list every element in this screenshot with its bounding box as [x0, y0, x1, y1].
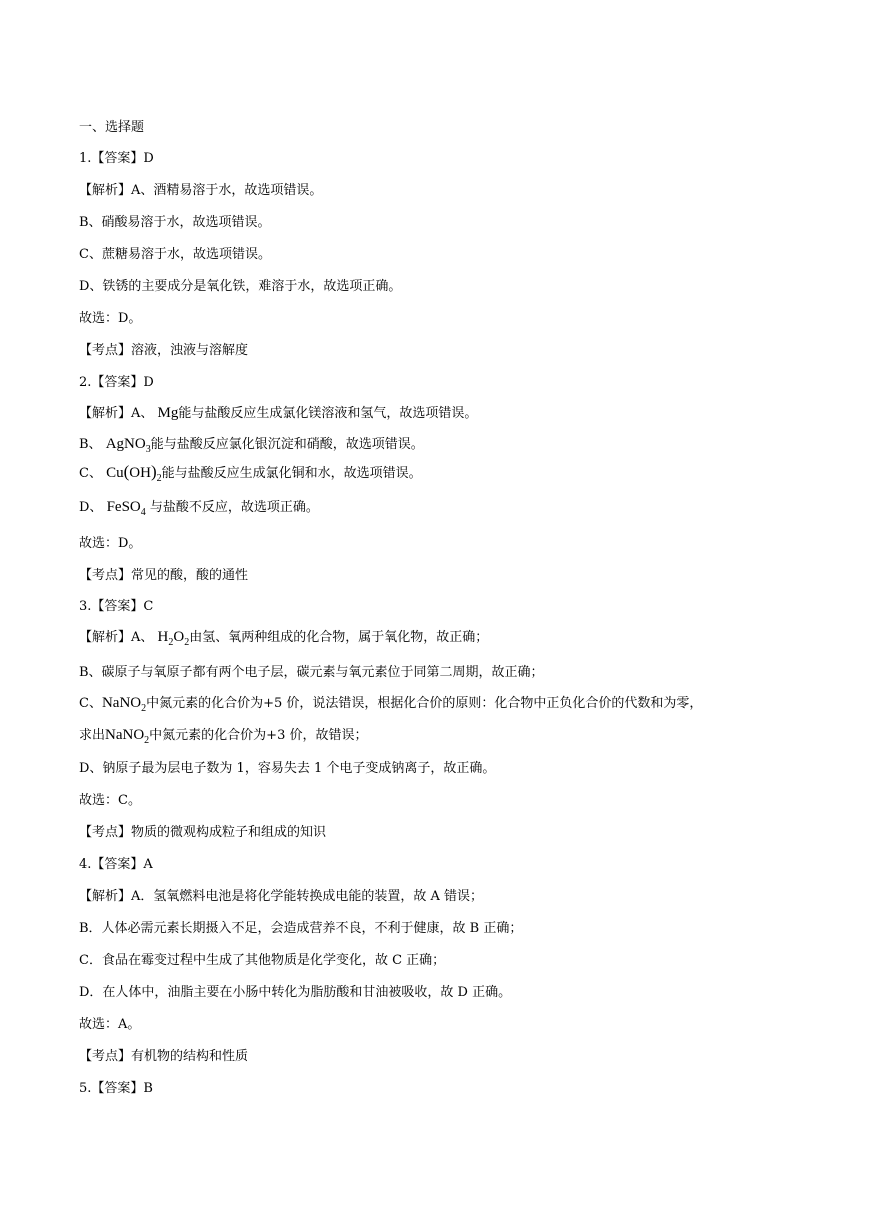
q4-option-b: B．人体必需元素长期摄入不足，会造成营养不良，不利于健康，故 B 正确；: [79, 921, 523, 936]
formula-mg: Mg: [157, 405, 179, 421]
q2-option-b: [79, 435, 424, 454]
formula-main: H: [157, 629, 169, 645]
option-prefix: C、: [79, 466, 102, 481]
q1-option-d: D、铁锈的主要成分是氧化铁，难溶于水，故选项正确。: [79, 279, 402, 294]
q1-option-b: B、硝酸易溶于水，故选项错误。: [79, 215, 271, 230]
analysis-label: 【解析】: [79, 183, 132, 198]
q5-answer: 5.【答案】B: [79, 1081, 153, 1096]
option-prefix: A、: [131, 406, 154, 421]
q3-option-a: [79, 628, 488, 647]
formula-subscript: 2: [168, 637, 174, 648]
q2-option-d: [79, 498, 319, 517]
q3-point: [79, 824, 326, 842]
analysis-label: 【解析】: [79, 406, 132, 421]
point-label: 【考点】: [79, 825, 132, 840]
q2-option-a: [79, 404, 477, 423]
q3-option-b: B、碳原子与氧原子都有两个电子层，碳元素与氧元素位于同第二周期，故正确；: [79, 665, 544, 680]
q1-answer: 1.【答案】D: [79, 151, 154, 166]
q1-point: [79, 342, 248, 360]
q3-choice: 故选：C。: [79, 793, 141, 808]
paren-open: (: [123, 462, 130, 481]
formula-main: AgNO: [105, 436, 146, 452]
q4-option-d: D．在人体中，油脂主要在小肠中转化为脂肪酸和甘油被吸收，故 D 正确。: [79, 985, 512, 1000]
q2-option-b-text: 能与盐酸反应氯化银沉淀和硝酸，故选项错误。: [150, 437, 424, 452]
q3-option-c-cont-text: 中氮元素的化合价为+3 价，故错误；: [149, 728, 368, 743]
option-prefix: B、: [79, 437, 102, 452]
analysis-label: 【解析】: [79, 630, 132, 645]
q3-option-d: D、钠原子最为层电子数为 1，容易失去 1 个电子变成钠离子，故正确。: [79, 761, 496, 776]
q1-option-a-text: A、酒精易溶于水，故选项错误。: [131, 183, 323, 198]
q1-point-text: 溶液，浊液与溶解度: [131, 343, 249, 358]
formula-main: FeSO: [106, 499, 141, 515]
formula-main: OH: [129, 465, 151, 481]
q2-answer: 2.【答案】D: [79, 375, 154, 390]
formula-subscript: 2: [141, 703, 147, 714]
q4-point-text: 有机物的结构和性质: [131, 1049, 249, 1064]
q4-option-a-text: A．氢氧燃料电池是将化学能转换成电能的装置，故 A 错误；: [131, 889, 484, 904]
formula-subscript: 2: [184, 637, 190, 648]
q2-choice: 故选：D。: [79, 536, 142, 551]
q1-analysis-a: [79, 182, 322, 200]
formula-subscript: 2: [144, 735, 150, 746]
formula-subscript: 4: [140, 507, 146, 518]
formula-agno3: [105, 436, 151, 455]
point-label: 【考点】: [79, 343, 132, 358]
q2-option-c-text: 能与盐酸反应生成氯化铜和水，故选项错误。: [161, 466, 422, 481]
q3-point-text: 物质的微观构成粒子和组成的知识: [131, 825, 327, 840]
q3-option-c: [79, 694, 702, 713]
q2-option-d-text: 与盐酸不反应，故选项正确。: [149, 500, 319, 515]
formula-subscript: 3: [145, 444, 151, 455]
q4-choice: 故选：A。: [79, 1017, 141, 1032]
q3-option-c-cont: [79, 726, 367, 745]
paren-close: ): [150, 462, 157, 481]
q3-option-c-text: 中氮元素的化合价为+5 价，说法错误，根据化合价的原则：化合物中正负化合价的代数和为零，: [146, 696, 703, 711]
q2-option-c: [79, 464, 422, 483]
formula-main: NaNO: [101, 695, 142, 711]
option-prefix: D、: [79, 500, 103, 515]
q4-answer: 4.【答案】A: [79, 857, 153, 872]
section-title: 一、选择题: [79, 120, 145, 135]
option-prefix: A、: [131, 630, 154, 645]
point-label: 【考点】: [79, 1049, 132, 1064]
formula-main: NaNO: [105, 727, 145, 743]
analysis-label: 【解析】: [79, 889, 132, 904]
formula-cu-oh-2: [106, 462, 162, 484]
formula-main: O: [173, 629, 185, 645]
option-prefix: C、: [79, 696, 102, 711]
q2-option-a-text: 能与盐酸反应生成氯化镁溶液和氢气，故选项错误。: [178, 406, 478, 421]
q1-option-c: C、蔗糖易溶于水，故选项错误。: [79, 247, 271, 262]
q4-option-a: [79, 888, 483, 906]
q1-choice: 故选：D。: [79, 311, 142, 326]
point-label: 【考点】: [79, 568, 132, 583]
q3-option-a-text: 由氢、氧两种组成的化合物，属于氧化物，故正确；: [189, 630, 489, 645]
q3-answer: 3.【答案】C: [79, 599, 154, 614]
q4-point: [79, 1048, 248, 1066]
formula-nano2: [101, 695, 147, 714]
formula-feso4: [106, 499, 146, 518]
formula-nano2: [105, 727, 150, 746]
q2-point-text: 常见的酸，酸的通性: [131, 568, 249, 583]
text-fragment: 求出: [79, 728, 106, 743]
q2-point: [79, 567, 248, 585]
formula-subscript: 2: [156, 473, 162, 484]
q4-option-c: C．食品在霉变过程中生成了其他物质是化学变化，故 C 正确；: [79, 953, 446, 968]
formula-main: Cu: [106, 465, 124, 481]
formula-h2o2: [157, 629, 190, 648]
